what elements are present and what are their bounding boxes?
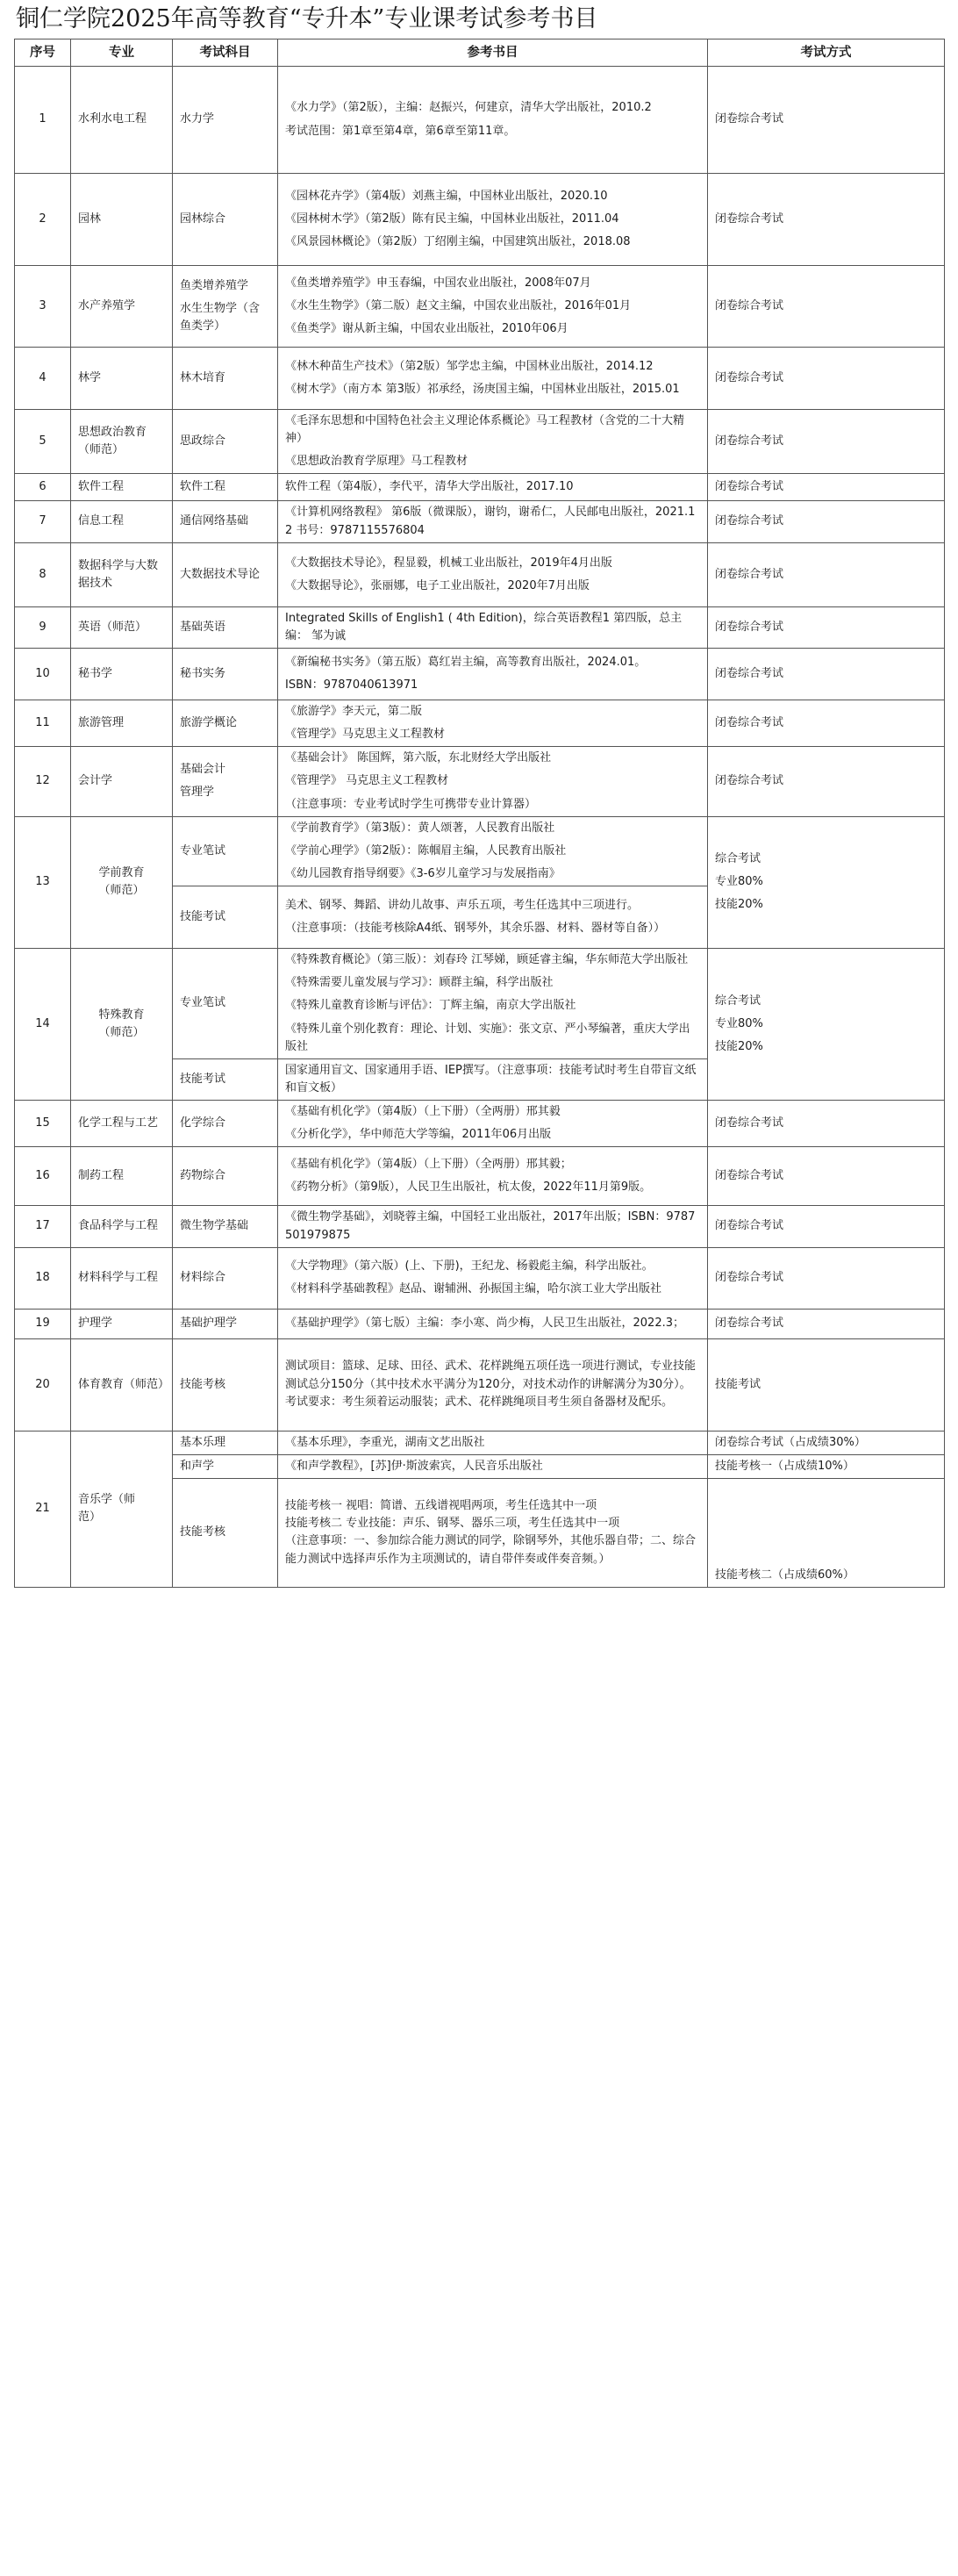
books-cell [278,1206,708,1247]
subject-cell-line: 思政综合 [180,434,226,448]
subject-cell [173,542,278,606]
major-cell-line: 水产养殖学 [78,298,136,312]
method-cell [708,501,945,542]
method-cell [708,1338,945,1431]
method-cell [708,542,945,606]
major-cell [71,348,173,410]
method-cell-line: 闭卷综合考试 [715,716,784,730]
books-cell-line: 《大数据技术导论》，程显毅，机械工业出版社，2019年4月出版 [285,556,612,570]
subject-cell-line: 化学综合 [180,1116,226,1130]
subject-cell-line: 和声学 [180,1459,215,1473]
major-cell [71,67,173,174]
books-cell-line: 技能考核一 视唱：简谱、五线谱视唱两项，考生任选其中一项 [285,1499,597,1513]
books-cell [278,949,708,1059]
method-cell-line: 技能20% [715,898,763,912]
major-cell-line: 制药工程 [78,1169,125,1183]
books-cell-line: 国家通用盲文、国家通用手语、IEP撰写。（注意事项：技能考试时考生自带盲文纸和盲文板） [285,1063,697,1094]
books-cell [278,67,708,174]
row-number: 12 [15,747,71,816]
subject-cell [173,474,278,501]
method-cell [708,1431,945,1454]
header-method: 考试方式 [708,39,945,67]
subject-cell-line: 林木培育 [180,370,226,384]
header-subject: 考试科目 [173,39,278,67]
books-cell-line: 《材料科学基础教程》赵品、谢辅洲、孙振国主编，哈尔滨工业大学出版社 [285,1282,662,1296]
major-cell [71,606,173,648]
method-cell-line: 技能考试 [715,1377,761,1391]
books-cell-line: 《毛泽东思想和中国特色社会主义理论体系概论》马工程教材（含党的二十大精神） [285,414,685,446]
row-number: 5 [15,410,71,474]
method-cell-line: 技能20% [715,1040,763,1054]
method-cell-line: 闭卷综合考试 [715,1219,784,1233]
major-cell-line: （师范） [98,884,145,898]
method-cell-line: 闭卷综合考试 [715,212,784,226]
books-cell-line: 《基础会计》 陈国辉，第六版，东北财经大学出版社 [285,751,552,765]
books-cell [278,1309,708,1338]
subject-cell-line: 基本乐理 [180,1435,226,1449]
method-cell-line: 闭卷综合考试 [715,1317,784,1331]
document-title: 铜仁学院2025年高等教育“专升本”专业课考试参考书目 [16,5,598,32]
books-cell-line: 《基本乐理》，李重光，湖南文艺出版社 [285,1435,485,1449]
subject-cell-line: 材料综合 [180,1271,226,1285]
row-number: 13 [15,816,71,948]
subject-cell-line: 技能考核 [180,1377,226,1391]
major-cell [71,949,173,1101]
major-cell-line: 化学工程与工艺 [78,1116,159,1130]
books-cell [278,1338,708,1431]
method-cell [708,1206,945,1247]
books-cell [278,542,708,606]
method-cell [708,1478,945,1587]
method-cell-line: 闭卷综合考试 [715,1116,784,1130]
major-cell-line: 旅游管理 [78,716,125,730]
books-cell-line: 《特殊教育概论》（第三版）：刘春玲 江琴娣，顾延睿主编，华东师范大学出版社 [285,953,689,967]
books-cell [278,1147,708,1206]
method-cell [708,174,945,266]
method-cell [708,266,945,348]
row-number: 3 [15,266,71,348]
row-number: 15 [15,1101,71,1147]
table-row [15,410,945,474]
books-cell-line: 《大数据导论》，张丽娜，电子工业出版社，2020年7月出版 [285,578,590,592]
major-cell [71,542,173,606]
subject-cell [173,1206,278,1247]
table-body [15,67,945,1588]
major-cell-line: 软件工程 [78,480,125,494]
major-cell-line: 材料科学与工程 [78,1271,159,1285]
subject-cell-line: 大数据技术导论 [180,567,261,581]
reference-book-table [14,39,945,1588]
major-cell-line: 护理学 [78,1317,113,1331]
method-cell-line: 闭卷综合考试 [715,480,784,494]
major-cell [71,1431,173,1587]
books-cell [278,747,708,816]
row-number: 19 [15,1309,71,1338]
subject-cell [173,1147,278,1206]
major-cell [71,501,173,542]
table-row [15,1247,945,1309]
major-cell-line: 食品科学与工程 [78,1219,159,1233]
table-row [15,1431,945,1454]
method-cell [708,1147,945,1206]
major-cell [71,1206,173,1247]
method-cell [708,67,945,174]
method-cell [708,474,945,501]
major-cell-line: 数据科学与大数据技术 [78,558,159,590]
books-cell-line: 《分析化学》，华中师范大学等编，2011年06月出版 [285,1128,552,1142]
major-cell-line: 园林 [78,212,102,226]
subject-cell-line: 专业笔试 [180,996,226,1010]
subject-cell [173,648,278,700]
major-cell-line: 会计学 [78,774,113,788]
method-cell-line: 闭卷综合考试 [715,774,784,788]
subject-cell [173,67,278,174]
books-cell-line: 《学前心理学》（第2版）：陈帼眉主编，人民教育出版社 [285,843,567,857]
table-row [15,542,945,606]
table-row [15,1101,945,1147]
books-cell-line: 《计算机网络教程》 第6版（微课版），谢钧，谢希仁，人民邮电出版社，2021.12 书号：9787115576804 [285,506,696,537]
subject-cell-line: 基础护理学 [180,1317,238,1331]
subject-cell [173,266,278,348]
books-cell [278,410,708,474]
subject-cell-line: 水力学 [180,112,215,126]
subject-cell-line: 旅游学概论 [180,716,238,730]
subject-cell [173,1454,278,1478]
books-cell-line: 《旅游学》李天元，第二版 [285,704,423,718]
method-cell-line: 闭卷综合考试 [715,620,784,634]
method-cell [708,747,945,816]
major-cell [71,174,173,266]
header-major: 专业 [71,39,173,67]
method-cell [708,1309,945,1338]
method-cell-line: 闭卷综合考试 [715,298,784,312]
row-number: 14 [15,949,71,1101]
books-cell-line: 技能考核二 专业技能：声乐、钢琴、器乐三项，考生任选其中一项 [285,1517,620,1531]
table-row [15,747,945,816]
method-cell-line: 专业80% [715,875,763,889]
books-cell [278,474,708,501]
books-cell-line: 《大学物理》（第六版）(上、下册)，王纪龙、杨毅彪主编，科学出版社。 [285,1259,654,1274]
books-cell-line: 《特殊儿童教育诊断与评估》：丁辉主编，南京大学出版社 [285,999,576,1013]
method-cell-line: 闭卷综合考试 [715,1271,784,1285]
subject-cell [173,1478,278,1587]
books-cell-line: （注意事项：一、参加综合能力测试的同学，除钢琴外，其他乐器自带；二、综合能力测试中选择声乐作为主项测试的，请自带伴奏或伴奏音频。） [285,1534,697,1566]
method-cell-line: 闭卷综合考试（占成绩30%） [715,1435,866,1449]
major-cell [71,410,173,474]
subject-cell [173,1309,278,1338]
method-cell [708,1101,945,1147]
table-row [15,606,945,648]
method-cell-line: 闭卷综合考试 [715,1169,784,1183]
method-cell [708,949,945,1101]
method-cell [708,1247,945,1309]
method-cell [708,1454,945,1478]
major-cell [71,816,173,948]
method-cell [708,648,945,700]
row-number: 16 [15,1147,71,1206]
row-number: 17 [15,1206,71,1247]
table-row [15,648,945,700]
books-cell-line: 《风景园林概论》（第2版）丁绍刚主编，中国建筑出版社，2018.08 [285,235,631,249]
books-cell [278,501,708,542]
method-cell [708,606,945,648]
subject-cell-line: 专业笔试 [180,843,226,857]
subject-cell [173,174,278,266]
table-row [15,949,945,1059]
books-cell-line: 《基础有机化学》（第4版）（上下册）（全两册）邢其毅； [285,1158,572,1172]
books-cell-line: 《园林树木学》（第2版）陈有民主编，中国林业出版社，2011.04 [285,212,619,226]
books-cell-line: 《新编秘书实务》（第五版）葛红岩主编，高等教育出版社，2024.01。 [285,655,647,669]
major-cell [71,1247,173,1309]
books-cell-line: 《和声学教程》，[苏]伊·斯波索宾，人民音乐出版社 [285,1459,543,1473]
books-cell-line: 软件工程（第4版），李代平，清华大学出版社，2017.10 [285,480,574,494]
books-cell-line: 《水力学》（第2版），主编：赵振兴，何建京，清华大学出版社，2010.2 [285,101,652,115]
books-cell [278,606,708,648]
books-cell-line: 《管理学》 马克思主义工程教材 [285,774,449,788]
subject-cell-line: 微生物学基础 [180,1219,249,1233]
method-cell [708,410,945,474]
subject-cell [173,816,278,886]
books-cell-line: 《特殊需要儿童发展与学习》：顾群主编，科学出版社 [285,976,554,990]
table-row [15,1206,945,1247]
major-cell-line: 体育教育（师范） [78,1377,170,1391]
method-cell-line: 技能考核二（占成绩60%） [715,1568,854,1582]
books-cell-line: 考试范围：第1章至第4章，第6章至第11章。 [285,124,516,138]
table-row [15,67,945,174]
header-books: 参考书目 [278,39,708,67]
books-cell [278,1431,708,1454]
row-number: 6 [15,474,71,501]
method-cell-line: 闭卷综合考试 [715,567,784,581]
row-number: 4 [15,348,71,410]
row-number: 7 [15,501,71,542]
table-row [15,1147,945,1206]
books-cell-line: 《鱼类增养殖学》申玉春编，中国农业出版社，2008年07月 [285,276,591,290]
subject-cell [173,501,278,542]
books-cell-line: 《水生生物学》（第二版）赵文主编，中国农业出版社，2016年01月 [285,298,632,312]
books-cell [278,174,708,266]
table-row [15,816,945,886]
row-number: 2 [15,174,71,266]
books-cell [278,1247,708,1309]
subject-cell [173,1338,278,1431]
books-cell-line: 《微生物学基础》，刘晓蓉主编，中国轻工业出版社，2017年出版；ISBN：9787501979875 [285,1210,696,1242]
major-cell [71,700,173,746]
subject-cell [173,1101,278,1147]
major-cell-line: 特殊教育 [98,1008,145,1022]
books-cell-line: 《树木学》（南方本 第3版）祁承经，汤庚国主编，中国林业出版社，2015.01 [285,383,680,396]
books-cell-line: 《林木种苗生产技术》（第2版）邹学忠主编，中国林业出版社，2014.12 [285,359,654,373]
major-cell-line: （师范） [98,1026,145,1040]
major-cell-line: 学前教育 [98,866,145,880]
method-cell-line: 技能考核一（占成绩10%） [715,1459,854,1473]
subject-cell-line: 管理学 [180,786,215,800]
major-cell-line: 水利水电工程 [78,112,147,126]
books-cell-line: 《鱼类学》谢从新主编，中国农业出版社，2010年06月 [285,322,568,336]
subject-cell-line: 通信网络基础 [180,514,249,528]
books-cell-line: 《药物分析》（第9版），人民卫生出版社，杭太俊，2022年11月第9版。 [285,1180,652,1195]
books-cell-line: 《特殊儿童个别化教育：理论、计划、实施》：张文京、严小琴编著，重庆大学出版社 [285,1022,690,1053]
subject-cell [173,949,278,1059]
subject-cell [173,886,278,949]
books-cell-line: 《园林花卉学》（第4版）刘燕主编，中国林业出版社，2020.10 [285,189,608,203]
books-cell-line: Integrated Skills of English1 ( 4th Edition)，综合英语教程1 第四版，总主编： 邹为诚 [285,611,683,642]
table-row [15,348,945,410]
row-number: 18 [15,1247,71,1309]
books-cell-line: 《管理学》马克思主义工程教材 [285,728,446,742]
books-cell-line: 《幼儿园教育指导纲要》《3-6岁儿童学习与发展指南》 [285,866,561,880]
books-cell-line: （注意事项：（技能考核除A4纸、钢琴外，其余乐器、材料、器材等自备）） [285,922,666,936]
subject-cell-line: 园林综合 [180,212,226,226]
major-cell [71,1147,173,1206]
subject-cell-line: 技能考核 [180,1525,226,1539]
books-cell-line: 《学前教育学》（第3版）：黄人颂著，人民教育出版社 [285,821,555,835]
books-cell [278,348,708,410]
major-cell-line: 思想政治教育（师范） [78,426,147,457]
subject-cell [173,348,278,410]
subject-cell [173,1247,278,1309]
method-cell-line: 闭卷综合考试 [715,666,784,680]
row-number: 21 [15,1431,71,1587]
subject-cell [173,700,278,746]
major-cell-line: 信息工程 [78,514,125,528]
books-cell [278,1454,708,1478]
table-row [15,1338,945,1431]
subject-cell-line: 技能考试 [180,1072,226,1086]
method-cell-line: 综合考试 [715,852,761,866]
subject-cell [173,1431,278,1454]
books-cell [278,1101,708,1147]
major-cell [71,747,173,816]
table-row [15,1309,945,1338]
subject-cell-line: 基础英语 [180,620,226,634]
major-cell [71,474,173,501]
row-number: 10 [15,648,71,700]
subject-cell-line: 基础会计 [180,763,226,777]
subject-cell-line: 鱼类增养殖学 [180,278,249,292]
subject-cell [173,410,278,474]
subject-cell-line: 药物综合 [180,1169,226,1183]
table-header-row [15,39,945,67]
table-row [15,474,945,501]
books-cell [278,1058,708,1100]
subject-cell-line: 秘书实务 [180,666,226,680]
major-cell [71,648,173,700]
books-cell [278,1478,708,1587]
row-number: 11 [15,700,71,746]
row-number: 9 [15,606,71,648]
subject-cell-line: 技能考试 [180,910,226,924]
major-cell-line: 音乐学（师 [78,1493,136,1507]
major-cell-line: 林学 [78,370,102,384]
subject-cell-line: 水生生物学（含鱼类学） [180,301,261,334]
books-cell-line: 《基础护理学》（第七版）主编：李小寒、尚少梅，人民卫生出版社，2022.3； [285,1317,684,1331]
method-cell [708,816,945,948]
method-cell-line: 闭卷综合考试 [715,434,784,448]
books-cell [278,886,708,949]
method-cell-line: 专业80% [715,1017,763,1031]
row-number: 20 [15,1338,71,1431]
major-cell [71,266,173,348]
major-cell [71,1101,173,1147]
table-row [15,700,945,746]
row-number: 1 [15,67,71,174]
table-row [15,266,945,348]
major-cell-line: 范） [78,1510,102,1525]
method-cell-line: 综合考试 [715,994,761,1008]
subject-cell-line: 软件工程 [180,480,226,494]
major-cell-line: 秘书学 [78,666,113,680]
header-no: 序号 [15,39,71,67]
method-cell-line: 闭卷综合考试 [715,112,784,126]
major-cell [71,1338,173,1431]
method-cell [708,700,945,746]
subject-cell [173,606,278,648]
books-cell [278,700,708,746]
subject-cell [173,747,278,816]
method-cell [708,348,945,410]
books-cell-line: （注意事项：专业考试时学生可携带专业计算器） [285,797,537,811]
method-cell-line: 闭卷综合考试 [715,514,784,528]
books-cell [278,816,708,886]
subject-cell [173,1058,278,1100]
books-cell-line: 美术、钢琴、舞蹈、讲幼儿故事、声乐五项，考生任选其中三项进行。 [285,898,640,912]
books-cell-line: ISBN：9787040613971 [285,678,418,692]
major-cell [71,1309,173,1338]
books-cell [278,648,708,700]
table-row [15,174,945,266]
method-cell-line: 闭卷综合考试 [715,370,784,384]
major-cell-line: 英语（师范） [78,620,147,634]
table-row [15,501,945,542]
books-cell-line: 测试项目：篮球、足球、田径、武术、花样跳绳五项任选一项进行测试，专业技能测试总分150分（其中技术水平满分为120分，对技术动作的讲解满分为30分）。考试要求：考生须着运动服装；武术、花样跳绳项目考生须自备器材及配乐。 [285,1360,697,1409]
books-cell-line: 《思想政治教育学原理》马工程教材 [285,455,468,469]
books-cell [278,266,708,348]
books-cell-line: 《基础有机化学》（第4版）（上下册）（全两册）邢其毅 [285,1105,561,1119]
row-number: 8 [15,542,71,606]
